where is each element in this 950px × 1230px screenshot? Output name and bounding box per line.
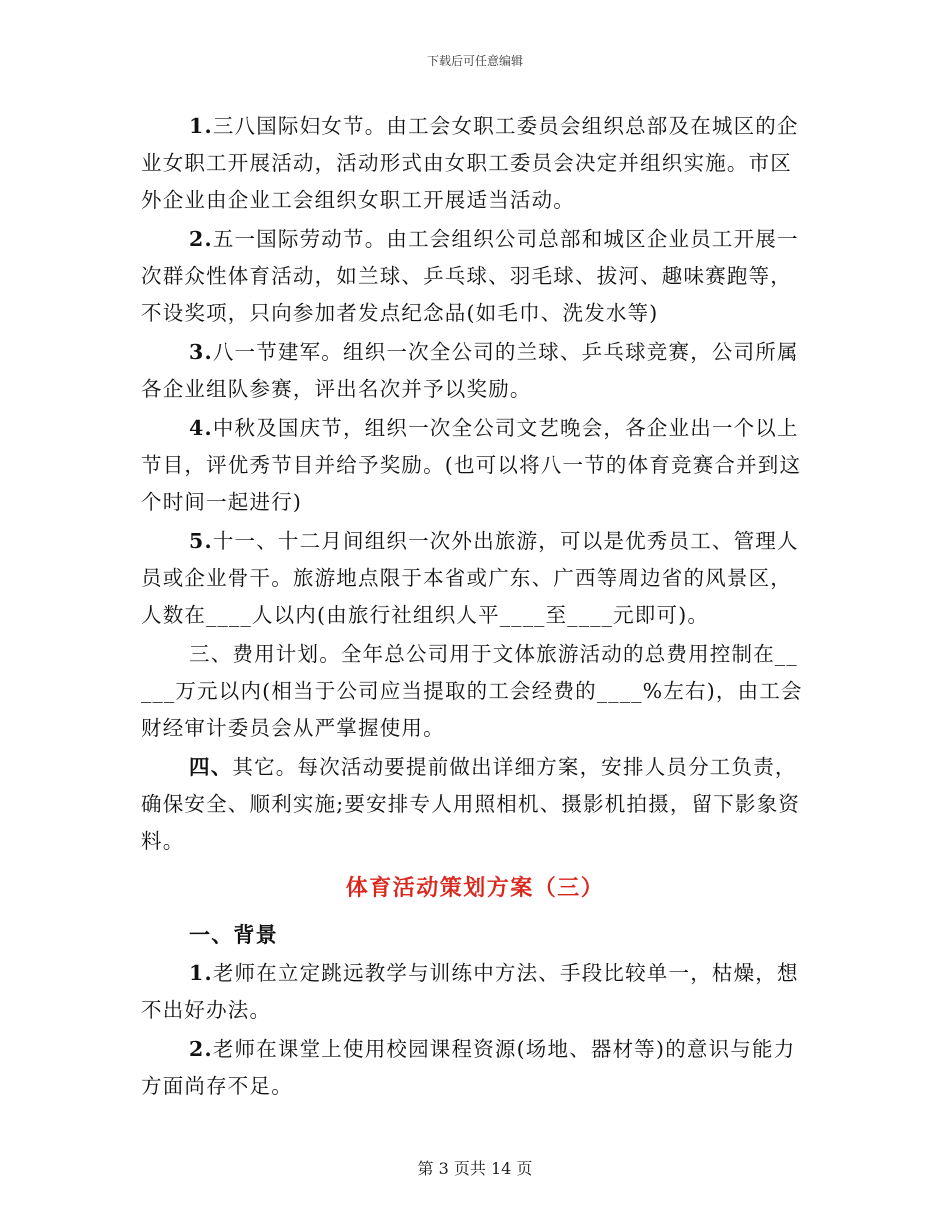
section-other [141, 749, 809, 860]
list-item-2 [141, 221, 809, 332]
list-item-4 [141, 410, 809, 521]
item-text: 三八国际妇女节。由工会女职工委员会组织总部及在城区的企业女职工开展活动，活动形式由女职工委员会决定并组织实施。市区外企业由企业工会组织女职工开展适当活动。 [141, 114, 799, 212]
item-text: 十一、十二月间组织一次外出旅游，可以是优秀员工、管理人员或企业骨干。旅游地点限于本省或广东、广西等周边省的风景区，人数在____人以内(由旅行社组织人平____至____元即可)。 [141, 529, 799, 627]
page-footer: 第 3 页共 14 页 [417, 1159, 533, 1178]
section-cost-plan [141, 636, 809, 747]
background-heading: 一、背景 [189, 922, 278, 947]
section-text: 其它。每次活动要提前做出详细方案，安排人员分工负责，确保安全、顺利实施;要安排专人用照相机、摄影机拍摄，留下影象资料。 [141, 755, 801, 853]
item-text: 老师在课堂上使用校园课程资源(场地、器材等)的意识与能力方面尚存不足。 [141, 1037, 796, 1098]
background-item-1 [141, 955, 809, 1029]
document-body [141, 108, 809, 1107]
item-number: 1. [189, 961, 213, 985]
item-number: 3. [189, 340, 213, 364]
item-text: 八一节建军。组织一次全公司的兰球、乒乓球竞赛，公司所属各企业组队参赛，评出名次并予以奖励。 [141, 340, 799, 401]
item-number: 2. [189, 227, 213, 251]
item-number: 5. [189, 529, 213, 553]
section-label: 四、 [189, 755, 233, 779]
list-item-5 [141, 523, 809, 634]
item-text: 五一国际劳动节。由工会组织公司总部和城区企业员工开展一次群众性体育活动，如兰球、乒乓球、羽毛球、拔河、趣味赛跑等，不设奖项，只向参加者发点纪念品(如毛巾、洗发水等) [141, 227, 799, 325]
background-item-2 [141, 1031, 809, 1105]
document-title: 体育活动策划方案（三） [345, 875, 605, 901]
item-number: 1. [189, 114, 213, 138]
item-number: 4. [189, 416, 213, 440]
item-text: 老师在立定跳远教学与训练中方法、手段比较单一，枯燥，想不出好办法。 [141, 961, 799, 1022]
section-text: 全年总公司用于文体旅游活动的总费用控制在_____万元以内(相当于公司应当提取的工会经费的____%左右)，由工会财经审计委员会从严掌握使用。 [141, 642, 803, 740]
list-item-1 [141, 108, 809, 219]
page-header: 下载后可任意编辑 [426, 54, 523, 68]
section-label: 三、费用计划。 [189, 642, 341, 666]
item-number: 2. [189, 1037, 213, 1061]
list-item-3 [141, 334, 809, 408]
item-text: 中秋及国庆节，组织一次全公司文艺晚会，各企业出一个以上节目，评优秀节目并给予奖励。(也可以将八一节的体育竞赛合并到这个时间一起进行) [141, 416, 802, 514]
